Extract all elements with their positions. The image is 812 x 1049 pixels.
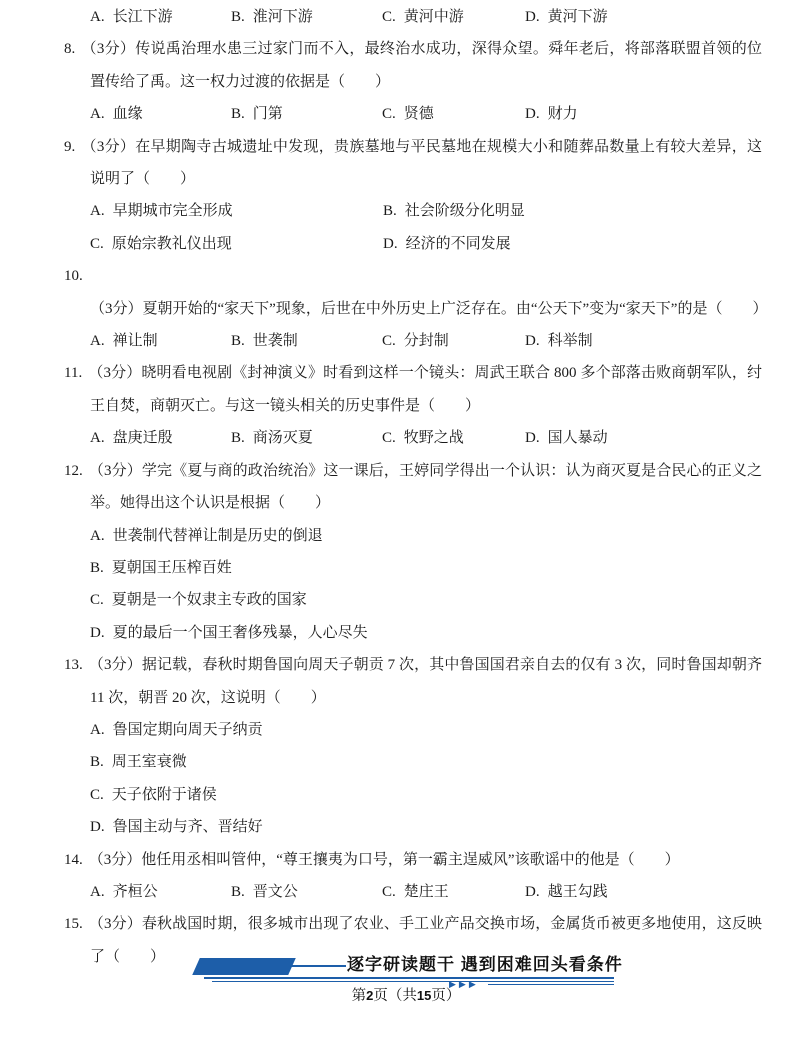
option-text: 楚庄王 <box>403 883 449 900</box>
option <box>90 325 231 357</box>
option <box>90 422 231 454</box>
option <box>231 876 382 908</box>
option <box>90 552 762 584</box>
option-letter: B. <box>231 106 245 123</box>
footer-rule-thin <box>212 981 614 982</box>
option-text: 夏朝国王压榨百姓 <box>111 559 232 576</box>
option-text: 分封制 <box>403 333 449 350</box>
total-pages: 15 <box>416 988 432 1003</box>
option-letter: A. <box>90 333 105 350</box>
option <box>382 422 525 454</box>
option-text: 禅让制 <box>112 333 158 350</box>
question-list <box>64 1 768 973</box>
question-13 <box>64 649 762 843</box>
question-text: （3分）他任用丞相叫管仲，“尊王攘夷为口号，第一霸主逞威风”该歌谣中的他是（ ） <box>88 851 680 868</box>
question-options <box>64 714 762 844</box>
footer-banner-line <box>252 965 346 967</box>
option-text: 盘庚迁殷 <box>112 430 173 447</box>
option <box>90 779 762 811</box>
page-number <box>0 987 812 1005</box>
question-number: 13. <box>64 657 83 674</box>
option <box>231 1 382 33</box>
option-letter: C. <box>90 786 104 803</box>
option-letter: B. <box>231 9 245 25</box>
current-page: 2 <box>366 988 374 1003</box>
option-letter: D. <box>525 430 540 447</box>
option-letter: C. <box>382 333 396 350</box>
option <box>90 876 231 908</box>
option <box>525 422 762 454</box>
option-text: 早期城市完全形成 <box>112 203 233 220</box>
option-letter: D. <box>525 9 540 25</box>
question-12 <box>64 455 762 649</box>
footer-arrow-line <box>488 984 614 985</box>
question-text: （3分）春秋战国时期，很多城市出现了农业、手工业产品交换市场，金属货币被更多地使用，这反映了（ ） <box>88 916 762 965</box>
option-text: 越王勾践 <box>547 883 608 900</box>
option-letter: D. <box>525 883 540 900</box>
option <box>90 811 762 843</box>
footer-slogan: 逐字研读题干 遇到困难回头看条件 <box>347 955 623 974</box>
question-stem <box>64 844 762 876</box>
option-text: 黄河下游 <box>547 9 608 25</box>
option-text: 周王室衰微 <box>111 754 187 771</box>
option <box>90 746 762 778</box>
footer-rule-thick <box>204 977 614 979</box>
option-letter: B. <box>231 333 245 350</box>
option-letter: D. <box>90 819 105 836</box>
question-number: 14. <box>64 851 83 868</box>
question-14 <box>64 844 762 909</box>
option-letter: B. <box>90 754 104 771</box>
question-options <box>64 876 762 908</box>
option-text: 夏朝是一个奴隶主专政的国家 <box>111 592 307 609</box>
option <box>382 876 525 908</box>
option-text: 长江下游 <box>112 9 173 25</box>
page-number-prefix: 第 <box>351 988 367 1004</box>
question-11 <box>64 357 762 454</box>
question-number: 15. <box>64 916 83 933</box>
option-text: 齐桓公 <box>112 883 158 900</box>
option-text: 鲁国定期向周天子纳贡 <box>112 721 263 738</box>
option <box>90 98 231 130</box>
option <box>383 195 762 227</box>
question-stem <box>64 357 762 422</box>
question-text: （3分）传说禹治理水患三过家门而不入，最终治水成功，深得众望。舜年老后，将部落联盟首领的位置传给了禹。这一权力过渡的依据是（ ） <box>81 41 762 90</box>
question-number: 9. <box>64 138 76 155</box>
option-text: 血缘 <box>112 106 143 123</box>
option-letter: A. <box>90 203 105 220</box>
option-text: 贤德 <box>403 106 434 123</box>
option <box>525 1 762 33</box>
question-9 <box>64 131 762 261</box>
option <box>525 325 762 357</box>
option-letter: C. <box>382 9 396 25</box>
option-text: 世袭制代替禅让制是历史的倒退 <box>112 527 323 544</box>
option-letter: A. <box>90 883 105 900</box>
question-7-options <box>64 1 762 33</box>
option-letter: A. <box>90 106 105 123</box>
option <box>231 98 382 130</box>
question-stem <box>64 260 768 325</box>
option-text: 商汤灭夏 <box>252 430 313 447</box>
option <box>525 98 762 130</box>
option-text: 门第 <box>252 106 283 123</box>
option-letter: B. <box>383 203 397 220</box>
option-letter: A. <box>90 527 105 544</box>
option-text: 鲁国主动与齐、晋结好 <box>112 819 263 836</box>
option-letter: B. <box>231 883 245 900</box>
option-text: 天子依附于诸侯 <box>111 786 217 803</box>
option <box>383 228 762 260</box>
option <box>231 325 382 357</box>
option-text: 国人暴动 <box>547 430 608 447</box>
question-number: 10. <box>64 268 83 285</box>
question-options <box>64 195 762 260</box>
question-stem <box>64 131 762 196</box>
question-options <box>64 520 762 650</box>
option <box>525 876 762 908</box>
option-letter: C. <box>382 883 396 900</box>
option-letter: C. <box>382 106 396 123</box>
question-options <box>64 98 762 130</box>
question-number: 12. <box>64 462 83 479</box>
question-stem <box>64 455 762 520</box>
option <box>90 617 762 649</box>
option <box>231 422 382 454</box>
option-text: 经济的不同发展 <box>405 235 511 252</box>
arrows-icon: ▶▶▶ <box>449 979 479 989</box>
option-letter: A. <box>90 9 105 25</box>
option-letter: D. <box>525 106 540 123</box>
option-letter: B. <box>231 430 245 447</box>
option-letter: D. <box>90 624 105 641</box>
option-letter: D. <box>383 235 398 252</box>
option-letter: A. <box>90 721 105 738</box>
option <box>90 520 762 552</box>
question-text: （3分）在早期陶寺古城遗址中发现，贵族墓地与平民墓地在规模大小和随葬品数量上有较大差异，这说明了（ ） <box>81 138 762 188</box>
question-text: （3分）夏朝开始的“家天下”现象，后世在中外历史上广泛存在。由“公天下”变为“家天下”的是（ ） <box>90 300 768 317</box>
option-letter: A. <box>90 430 105 447</box>
question-stem <box>64 649 762 714</box>
option-letter: C. <box>90 235 104 252</box>
option-text: 牧野之战 <box>403 430 464 447</box>
option <box>382 98 525 130</box>
option <box>382 325 525 357</box>
question-8 <box>64 33 762 130</box>
option-text: 晋文公 <box>252 883 298 900</box>
option-text: 原始宗教礼仪出现 <box>111 235 232 252</box>
option-text: 科举制 <box>547 333 593 350</box>
question-10 <box>64 260 768 357</box>
option-letter: D. <box>525 333 540 350</box>
question-number: 11. <box>64 365 83 382</box>
page-number-middle: 页（共 <box>373 988 417 1004</box>
option <box>90 714 762 746</box>
option-text: 社会阶级分化明显 <box>404 203 525 220</box>
question-text: （3分）据记载，春秋时期鲁国向周天子朝贡 7 次，其中鲁国国君亲自去的仅有 3 次，同时鲁国却朝齐 11 次，朝晋 20 次，这说明（ ） <box>88 657 762 706</box>
question-text: （3分）学完《夏与商的政治统治》这一课后，王婷同学得出一个认识：认为商灭夏是合民心的正义之举。她得出这个认识是根据（ ） <box>88 462 762 512</box>
option-letter: B. <box>90 559 104 576</box>
option-letter: C. <box>382 430 396 447</box>
option-text: 夏的最后一个国王奢侈残暴，人心尽失 <box>112 624 368 641</box>
option-text: 世袭制 <box>252 333 298 350</box>
option <box>382 1 525 33</box>
option <box>90 584 762 616</box>
option <box>90 228 383 260</box>
question-options <box>64 422 762 454</box>
question-text: （3分）晓明看电视剧《封神演义》时看到这样一个镜头：周武王联合 800 多个部落击败商朝军队，纣王自焚，商朝灭亡。与这一镜头相关的历史事件是（ ） <box>88 365 762 414</box>
option <box>90 1 231 33</box>
question-options <box>64 325 762 357</box>
page-number-suffix: 页） <box>431 988 461 1004</box>
option-text: 黄河中游 <box>403 9 464 25</box>
option-letter: C. <box>90 592 104 609</box>
question-stem <box>64 33 762 98</box>
option <box>90 195 383 227</box>
option-text: 财力 <box>547 106 578 123</box>
question-number: 8. <box>64 41 76 58</box>
option-text: 淮河下游 <box>252 9 313 25</box>
